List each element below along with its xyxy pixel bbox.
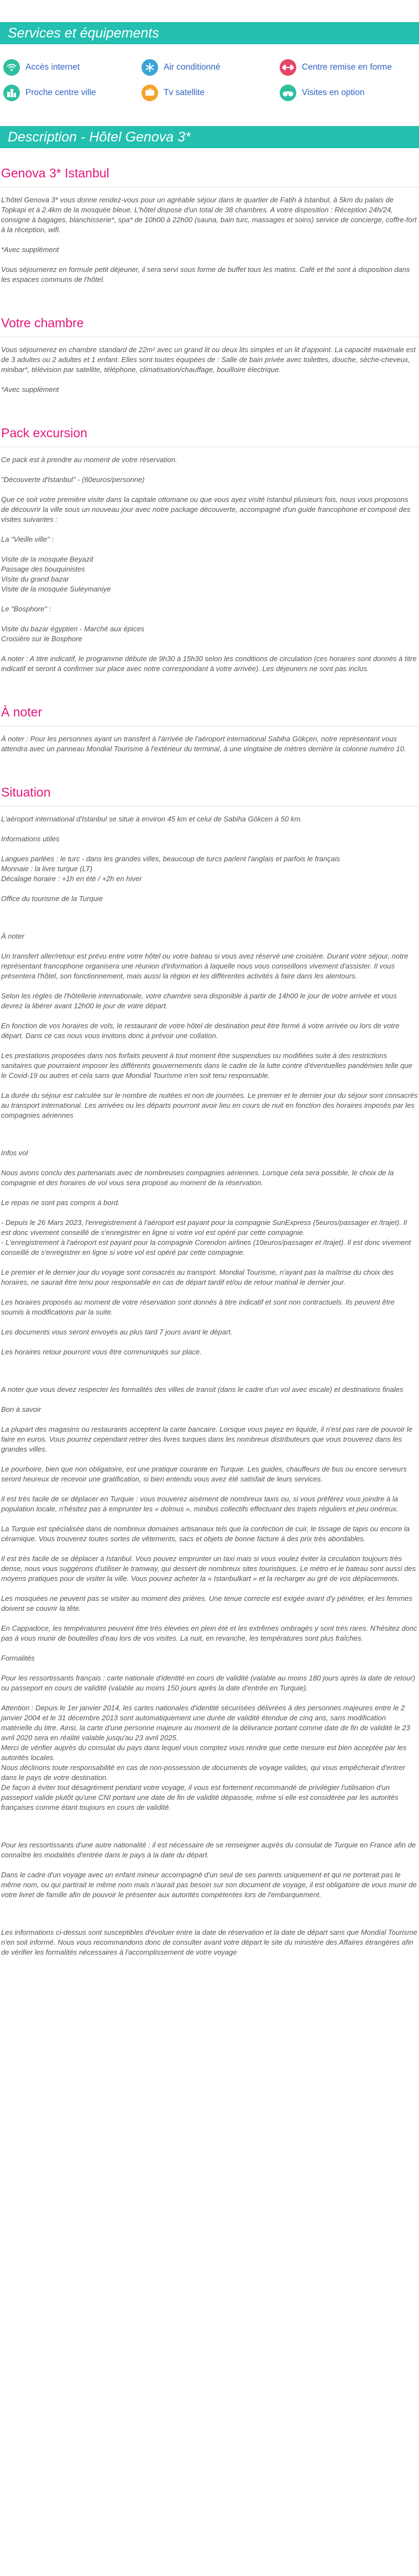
description-banner: Description - Hôtel Genova 3* <box>0 126 419 148</box>
section-paragraph: Le premier et le dernier jour du voyage sont consacrés au transport. Mondial Tourisme, n'ayant pas la maîtrise du choix des horaires, ne saurait être tenu pour responsable en cas de départ tardif et/ou de retour matinal le dernier jour. <box>1 1268 394 1286</box>
service-optional-visits <box>280 83 419 103</box>
section-paragraph: Ce pack est à prendre au moment de votre réservation. <box>1 455 177 464</box>
section-heading: Votre chambre <box>1 316 84 330</box>
service-internet <box>3 57 142 77</box>
section-paragraph: Nous avons conclu des partenariats avec de nombreuses compagnies aériennes. Lorsque cela sera possible, le choix de la compagnie et des horaires de vol vous sera proposé au moment de la réservation. <box>1 1169 394 1187</box>
section-paragraph: Que ce soit votre première visite dans la capitale ottomane ou que vous ayez visité Istanbul plusieurs fois, nous vous proposons de découvrir la ville sous un nouveau jour avec notre package découverte, accompagné d'un guide francophone et composé des visites suivantes : <box>1 495 411 523</box>
wifi-icon <box>3 59 20 76</box>
section-paragraph: Infos vol <box>1 1149 28 1157</box>
section-paragraph: Attention : Depuis le 1er janvier 2014, les cartes nationales d'identité sécurisées délivrées à des personnes majeures entre le 2 janvier 2004 et le 31 décembre 2013 sont automatiquement une durée de validité étendue de cinq ans, sans modification matérielle du titre. Ainsi, la carte d'une personne majeure au moment de la délivrance portant comme date de fin de validité le 23 avril 2020 sera en réalité valable jusqu'au 23 avril 2025. Merci de vérifier auprès du consulat du pays dans lequel vous comptez vous rendre que cette mesure est bien acceptée par les autorités locales. Nous déclinons toute responsabilité en cas de non-possession de documents de voyage valides, qui vous empêcherait d'entrer dans le pays de votre destination. De façon à éviter tout désagrément pendant votre voyage, il vous est fortement recommandé de privilégier l'utilisation d'un passeport valide plutôt qu'une CNI portant une date de fin de validité dépassée, même si elle est considérée par les autorités françaises comme étant toujours en cours de validité. <box>1 1704 410 1811</box>
spacer <box>0 684 419 689</box>
service-city-center <box>3 83 142 103</box>
spacer <box>0 1130 419 1148</box>
section-paragraph: Informations utiles <box>1 835 60 843</box>
section-paragraph: Office du tourisme de la Turquie <box>1 894 103 903</box>
service-label: Accès internet <box>25 62 80 72</box>
section-paragraph: "Découverte d'Istanbul" - (60euros/personne) <box>1 475 145 484</box>
section-heading: À noter <box>1 705 43 719</box>
service-label: Centre remise en forme <box>302 62 392 72</box>
city-icon <box>3 85 20 101</box>
section-paragraph: *Avec supplément <box>1 385 59 394</box>
service-satellite-tv <box>142 83 280 103</box>
section-paragraph: A noter : A titre indicatif, le programme débute de 9h30 à 15h30 selon les conditions de circulation (ces horaires sont donnés à titre indicatif et seront à confirmer sur place avec notre correspondant à votre arrivée). Les déjeuners ne sont pas inclus. <box>1 655 417 673</box>
section-paragraph: Le "Bosphore" : <box>1 605 51 613</box>
spacer <box>0 405 419 410</box>
section-paragraph: En fonction de vos horaires de vols, le restaurant de votre hôtel de destination peut être fermé à votre arrivée ou lors de votre départ. Dans ce cas nous vous invitons donc à prévoir une collation. <box>1 1022 400 1040</box>
spacer <box>0 914 419 931</box>
spacer <box>0 295 419 300</box>
dumbbell-icon <box>280 59 296 76</box>
section-paragraph: Les prestations proposées dans nos forfaits peuvent à tout moment être suspendues ou modifiées suite à des restrictions sanitaires que pourraient imposer les différents gouvernements dans le cadre de la lutte contre d'éventuelles pandémies telle que le Covid-19 ou autres et cela sans que Mondial Tourisme n'en soit tenu responsable. <box>1 1051 412 1080</box>
section-paragraph: Les horaires retour pourront vous être communiqués sur place. <box>1 1348 202 1356</box>
section-paragraph: Vous séjournerez en formule petit déjeuner, il sera servi sous forme de buffet tous les matins. Café et thé sont à disposition dans les espaces communs de l'hôtel. <box>1 265 410 284</box>
section-paragraph: La durée du séjour est calculée sur le nombre de nuitées et non de journées. Le premier et le dernier jour du séjour sont consacrés au transport international. Les arrivées ou les départs pourront avoir lieu en cours de nuit en fonction des horaires imposés par les compagnies aériennes <box>1 1091 418 1119</box>
section-paragraph: A noter que vous devez respecter les formalités des villes de transit (dans le cadre d'un vol avec escale) et destinations finales <box>1 1385 404 1394</box>
section-paragraph: Il est très facile de se déplacer à Istanbul. Vous pouvez emprunter un taxi mais si vous voulez éviter la circulation toujours très dense, nous vous suggérons d'utiliser le tramway, qui dessert de nombreux sites touristiques. Le métro et le bateau sont aussi des moyens pratiques pour de visiter la ville. Vous pouvez acheter la « Istanbulkart » et la recharger au gré de vos déplacements. <box>1 1554 416 1583</box>
section-paragraph: La "Vieille ville" : <box>1 535 54 543</box>
snowflake-icon <box>142 59 158 76</box>
section-paragraph: Pour les ressortissants d'une autre nationalité : il est nécessaire de se renseigner auprès du consulat de Turquie en France afin de connaître les modalités d'entrée dans le pays à la date du départ. <box>1 1841 416 1859</box>
service-fitness <box>280 57 419 77</box>
section-paragraph: L'aéroport international d'Istanbul se situe à environ 45 km et celui de Sabiha Gökcen à 50 km. <box>1 815 302 823</box>
section-paragraph: Visite du bazar égyptien - Marché aux épices Croisière sur le Bosphore <box>1 625 145 643</box>
section-paragraph: Dans le cadre d'un voyage avec un enfant mineur accompagné d'un seul de ses parents uniquement et qui ne porterait pas le même nom, ou qui partirait le même nom mais n'aurait pas besoin sur son document de voyage, il est obligatoire de vous munir de votre livret de famille afin de pouvoir le présenter aux autorités compétentes lors de l'embarquement. <box>1 1871 417 1899</box>
section-paragraph: À noter : Pour les personnes ayant un transfert à l'arrivée de l'aéroport international Sabiha Gökçen, notre représentant vous attendra avec un panneau Mondial Tourisme à l'extérieur du terminal, à une vingtaine de mètres derrière la colonne numéro 10. <box>1 735 406 753</box>
spacer <box>0 1823 419 1840</box>
service-label: Proche centre ville <box>25 88 96 97</box>
section-heading: Situation <box>1 785 51 799</box>
section-paragraph: La plupart des magasins ou restaurants acceptent la carte bancaire. Lorsque vous payez en liquide, il n'est pas rare de pouvoir le faire en euros. Vous pourrez cependant retirer des livres turques dans les nombreux distributeurs que vous trouverez dans les grandes villes. <box>1 1425 412 1453</box>
section-paragraph: Les informations ci-dessus sont susceptibles d'évoluer entre la date de réservation et la date de départ sans que Mondial Tourisme n'en soit informé. Nous vous recommandons donc de consulter avant votre départ le site du ministère des Affaires étrangères afin de vérifier les formalités nécessaires à l'accomplissement de votre voyage <box>1 1928 417 1956</box>
spacer <box>0 1910 419 1928</box>
service-label: Tv satellite <box>164 88 205 97</box>
section-paragraph: Formalités <box>1 1654 35 1662</box>
section-paragraph: Selon les règles de l'hôtellerie internationale, votre chambre sera disponible à partir de 14h00 le jour de votre arrivée et vous devrez la libérer avant 12h00 le jour de votre départ. <box>1 992 397 1010</box>
section-paragraph: Les horaires proposés au moment de votre réservation sont donnés à titre indicatif et sont non contractuels. Ils peuvent être soumis à modifications par la suite. <box>1 1298 395 1316</box>
service-label: Visites en option <box>302 88 365 97</box>
binoculars-icon <box>280 85 296 101</box>
section-heading: Pack excursion <box>1 426 87 440</box>
section-paragraph: Langues parlées : le turc - dans les grandes villes, beaucoup de turcs parlent l'anglais et parfois le français Monnaie : la livre turque (LT) Décalage horaire : +1h en été / +2h en hiver <box>1 855 341 883</box>
section-paragraph: L'hôtel Genova 3* vous donne rendez-vous pour un agréable séjour dans le quartier de Fatih à Istanbul, à 5km du palais de Topkapi et à 2.4km de la mosquée bleue. L'hôtel dispose d'un total de 38 chambres. A votre disposition : Réception 24h/24, consigne à bagages, blanchisserie*, spa* de 10h00 à 22h00 (sauna, bain turc, massages et soins) service de concierge, coffre-fort à la réception, wifi. <box>1 196 417 234</box>
tv-icon <box>142 85 158 101</box>
section-paragraph: Vous séjournerez en chambre standard de 22m² avec un grand lit ou deux lits simples et un lit d'appoint. La capacité maximale est de 3 adultes ou 2 adultes et 1 enfant. Elles sont toutes équipées de : Salle de bain privée avec toilettes, douche, sèche-cheveux, minibar*, télévision par satellite, téléphone, climatisation/chauffage, bouilloire électrique. <box>1 345 416 374</box>
section-paragraph: Bon à savoir <box>1 1405 41 1413</box>
section-paragraph: Les documents vous seront envoyés au plus tard 7 jours avant le départ. <box>1 1328 233 1336</box>
section-paragraph: En Cappadoce, les températures peuvent être très élevées en plein été et les extrêmes ombragés y sont très rares. N'hésitez donc pas à vous munir de bouteilles d'eau lors de vos visites. La nuit, en revanche, les températures sont plus fraîches. <box>1 1624 417 1642</box>
section-paragraph: Les mosquées ne peuvent pas se visiter au moment des prières. Une tenue correcte est exigée avant d'y pénétrer, et les femmes doivent se couvrir la tête. <box>1 1594 412 1612</box>
section-paragraph: Pour les ressortissants français : carte nationale d'identité en cours de validité (valable au moins 180 jours après la date de retour) ou passeport en cours de validité (valable au moins 150 jours après la date d'entrée en Turquie). <box>1 1674 415 1692</box>
description-body <box>0 165 419 1973</box>
spacer <box>0 764 419 769</box>
section-paragraph: Le pourboire, bien que non obligatoire, est une pratique courante en Turquie. Les guides, chauffeurs de bus ou encore serveurs seront heureux de recevoir une gratification, si bien entendu vous avez été satisfait de leurs services. <box>1 1465 407 1483</box>
hotel-page <box>0 22 419 1984</box>
spacer <box>0 1367 419 1385</box>
section-paragraph: Un transfert aller/retour est prévu entre votre hôtel ou votre bateau si vous avez réservé une croisière. Durant votre séjour, notre représentant francophone organisera une réunion d'information à laquelle nous vous conseillons vivement d'assister. Il vous présentera l'hôtel, son fonctionnement, mais aussi la région et les différentes activités à faire dans les alentours. <box>1 952 408 980</box>
section-paragraph: Il est très facile de se déplacer en Turquie : vous trouverez aisément de nombreux taxis ou, si vous préférez vous joindre à la population locale, n'hésitez pas à emprunter les « dolmus », minibus collectifs effectuant des trajets réguliers et peu onéreux. <box>1 1495 399 1513</box>
section-paragraph: Le repas ne sont pas compris à bord. <box>1 1198 120 1207</box>
services-banner: Services et équipements <box>0 22 419 44</box>
section-paragraph: Visite de la mosquée Beyazit Passage des bouquinistes Visite du grand bazar Visite de la mosquée Suleymaniye <box>1 555 111 593</box>
section-paragraph: La Turquie est spécialisée dans de nombreux domaines artisanaux tels que la confection de cuir, le tissage de tapis ou encore la céramique. Vous trouverez toutes sortes de vêtements, sacs et objets de bonne facture à des prix très abordables. <box>1 1525 410 1543</box>
section-divider <box>0 806 419 807</box>
section-heading: Genova 3* Istanbul <box>1 166 109 180</box>
section-paragraph: *Avec supplément <box>1 245 59 254</box>
section-paragraph: - Depuis le 26 Mars 2023, l'enregistrement à l'aéroport est payant pour la compagnie SunExpress (5euros/passager et /trajet). Il est donc vivement conseillé de s'enregistrer en ligne si votre vol est opéré par cette compagnie. - L'enregistrement à l'aéroport est payant pour la compagnie Corendon airlines (10euros/passager et /trajet). Il est donc vivement conseillé de s'enregistrer en ligne si votre vol est opéré par cette compagnie. <box>1 1218 411 1256</box>
service-air-conditioning <box>142 57 280 77</box>
section-paragraph: À noter <box>1 932 24 940</box>
services-grid <box>0 44 419 103</box>
spacer <box>0 1967 419 1973</box>
service-label: Air conditionné <box>164 62 221 72</box>
